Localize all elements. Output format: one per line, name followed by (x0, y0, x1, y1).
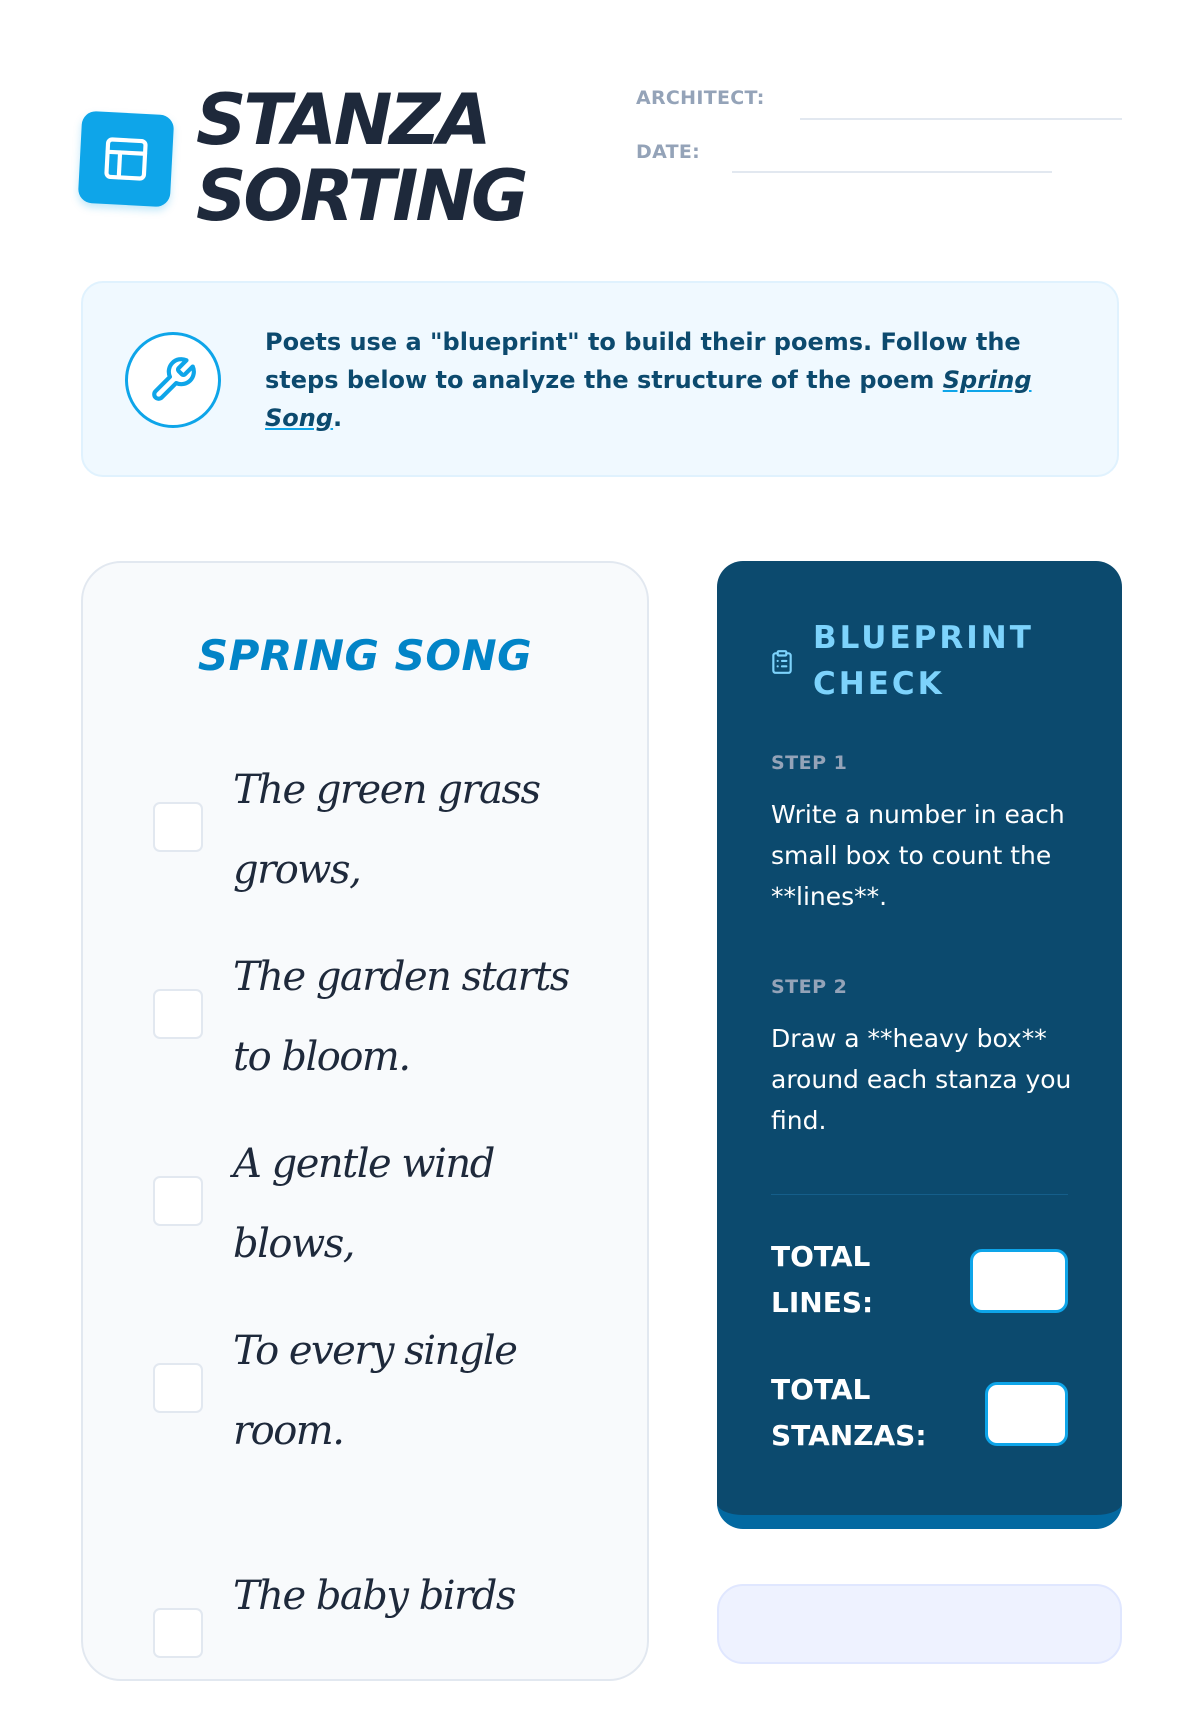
architect-label: ARCHITECT: (636, 87, 765, 109)
page-title (196, 79, 526, 237)
line-count-box[interactable] (153, 1176, 203, 1226)
line-count-box[interactable] (153, 1363, 203, 1413)
poem-line (83, 1311, 647, 1471)
poem-line-text: A gentle wind blows, (233, 1141, 494, 1267)
date-label: DATE: (636, 141, 701, 163)
title-line-1: STANZA (196, 79, 489, 161)
step-2-label: STEP 2 (771, 976, 848, 998)
total-lines-input[interactable] (970, 1249, 1068, 1313)
layout-icon (100, 133, 153, 186)
next-card (717, 1584, 1122, 1664)
blueprint-check-title: BLUEPRINT CHECK (813, 620, 1034, 702)
total-lines-label: TOTAL LINES: (771, 1240, 874, 1319)
intro-poem-name: Spring Song (265, 366, 1032, 432)
poem-card (81, 561, 649, 1681)
intro-text (265, 323, 1065, 437)
poem-line (83, 937, 647, 1097)
poem-line-text: To every single room. (233, 1328, 517, 1454)
step-1-text: Write a number in each small box to count the **lines**. (771, 800, 1065, 911)
poem-line-text: The green grass grows, (233, 767, 540, 893)
poem-line (83, 1124, 647, 1284)
total-stanzas-input[interactable] (985, 1382, 1068, 1446)
title-line-2: SORTING (196, 155, 526, 237)
intro-icon-circle (125, 332, 221, 428)
poem-line-text: The garden starts to bloom. (233, 954, 569, 1080)
line-count-box[interactable] (153, 1608, 203, 1658)
intro-text-before: Poets use a "blueprint" to build their poems. Follow the steps below to analyze the structure of the poem (265, 328, 1021, 394)
intro-banner (81, 281, 1119, 477)
panel-divider (771, 1194, 1068, 1195)
intro-text-after: . (333, 404, 343, 432)
logo-badge (78, 111, 175, 208)
poem-title: SPRING SONG (197, 631, 533, 680)
line-count-box[interactable] (153, 989, 203, 1039)
step-2-text: Draw a **heavy box** around each stanza you find. (771, 1024, 1072, 1135)
clipboard-icon (769, 647, 795, 677)
line-count-box[interactable] (153, 802, 203, 852)
date-field[interactable] (732, 171, 1052, 173)
poem-line-text: The baby birds (233, 1573, 515, 1619)
blueprint-check-panel (717, 561, 1122, 1529)
total-stanzas-label: TOTAL STANZAS: (771, 1373, 927, 1452)
step-1-label: STEP 1 (771, 752, 848, 774)
poem-line (83, 1556, 647, 1716)
wrench-icon (148, 355, 198, 405)
poem-line (83, 750, 647, 910)
architect-field[interactable] (800, 118, 1122, 120)
